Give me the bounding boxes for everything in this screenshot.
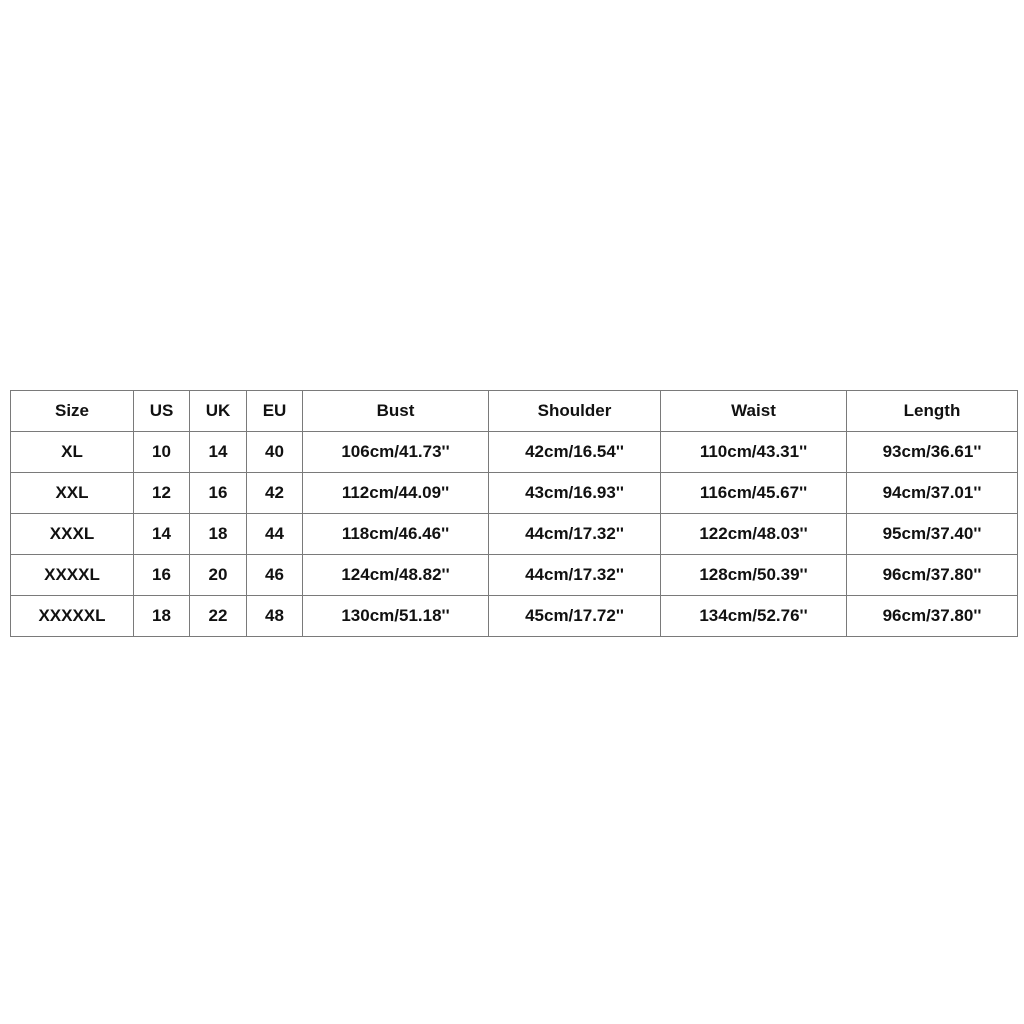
header-uk: UK (190, 391, 247, 432)
header-waist: Waist (661, 391, 847, 432)
cell-shoulder: 42cm/16.54'' (489, 432, 661, 473)
cell-shoulder: 44cm/17.32'' (489, 555, 661, 596)
cell-us: 18 (134, 596, 190, 637)
cell-shoulder: 44cm/17.32'' (489, 514, 661, 555)
cell-uk: 14 (190, 432, 247, 473)
cell-waist: 110cm/43.31'' (661, 432, 847, 473)
header-bust: Bust (303, 391, 489, 432)
cell-waist: 128cm/50.39'' (661, 555, 847, 596)
cell-size: XXXL (11, 514, 134, 555)
cell-length: 96cm/37.80'' (847, 555, 1018, 596)
cell-length: 96cm/37.80'' (847, 596, 1018, 637)
cell-waist: 116cm/45.67'' (661, 473, 847, 514)
header-us: US (134, 391, 190, 432)
cell-size: XL (11, 432, 134, 473)
header-shoulder: Shoulder (489, 391, 661, 432)
cell-waist: 122cm/48.03'' (661, 514, 847, 555)
cell-eu: 40 (247, 432, 303, 473)
cell-size: XXXXL (11, 555, 134, 596)
cell-uk: 18 (190, 514, 247, 555)
table-row (11, 432, 1018, 473)
cell-eu: 42 (247, 473, 303, 514)
cell-eu: 48 (247, 596, 303, 637)
cell-shoulder: 45cm/17.72'' (489, 596, 661, 637)
cell-us: 16 (134, 555, 190, 596)
table-row (11, 555, 1018, 596)
table-row (11, 514, 1018, 555)
header-eu: EU (247, 391, 303, 432)
size-chart-table (10, 390, 1018, 637)
cell-size: XXL (11, 473, 134, 514)
cell-size: XXXXXL (11, 596, 134, 637)
cell-uk: 16 (190, 473, 247, 514)
cell-length: 95cm/37.40'' (847, 514, 1018, 555)
cell-eu: 44 (247, 514, 303, 555)
header-length: Length (847, 391, 1018, 432)
cell-bust: 106cm/41.73'' (303, 432, 489, 473)
table-row (11, 596, 1018, 637)
cell-us: 14 (134, 514, 190, 555)
cell-us: 10 (134, 432, 190, 473)
cell-shoulder: 43cm/16.93'' (489, 473, 661, 514)
table-header-row (11, 391, 1018, 432)
cell-eu: 46 (247, 555, 303, 596)
cell-length: 93cm/36.61'' (847, 432, 1018, 473)
cell-length: 94cm/37.01'' (847, 473, 1018, 514)
table-row (11, 473, 1018, 514)
cell-uk: 22 (190, 596, 247, 637)
cell-bust: 130cm/51.18'' (303, 596, 489, 637)
cell-bust: 124cm/48.82'' (303, 555, 489, 596)
cell-bust: 112cm/44.09'' (303, 473, 489, 514)
header-size: Size (11, 391, 134, 432)
cell-bust: 118cm/46.46'' (303, 514, 489, 555)
cell-uk: 20 (190, 555, 247, 596)
cell-us: 12 (134, 473, 190, 514)
cell-waist: 134cm/52.76'' (661, 596, 847, 637)
